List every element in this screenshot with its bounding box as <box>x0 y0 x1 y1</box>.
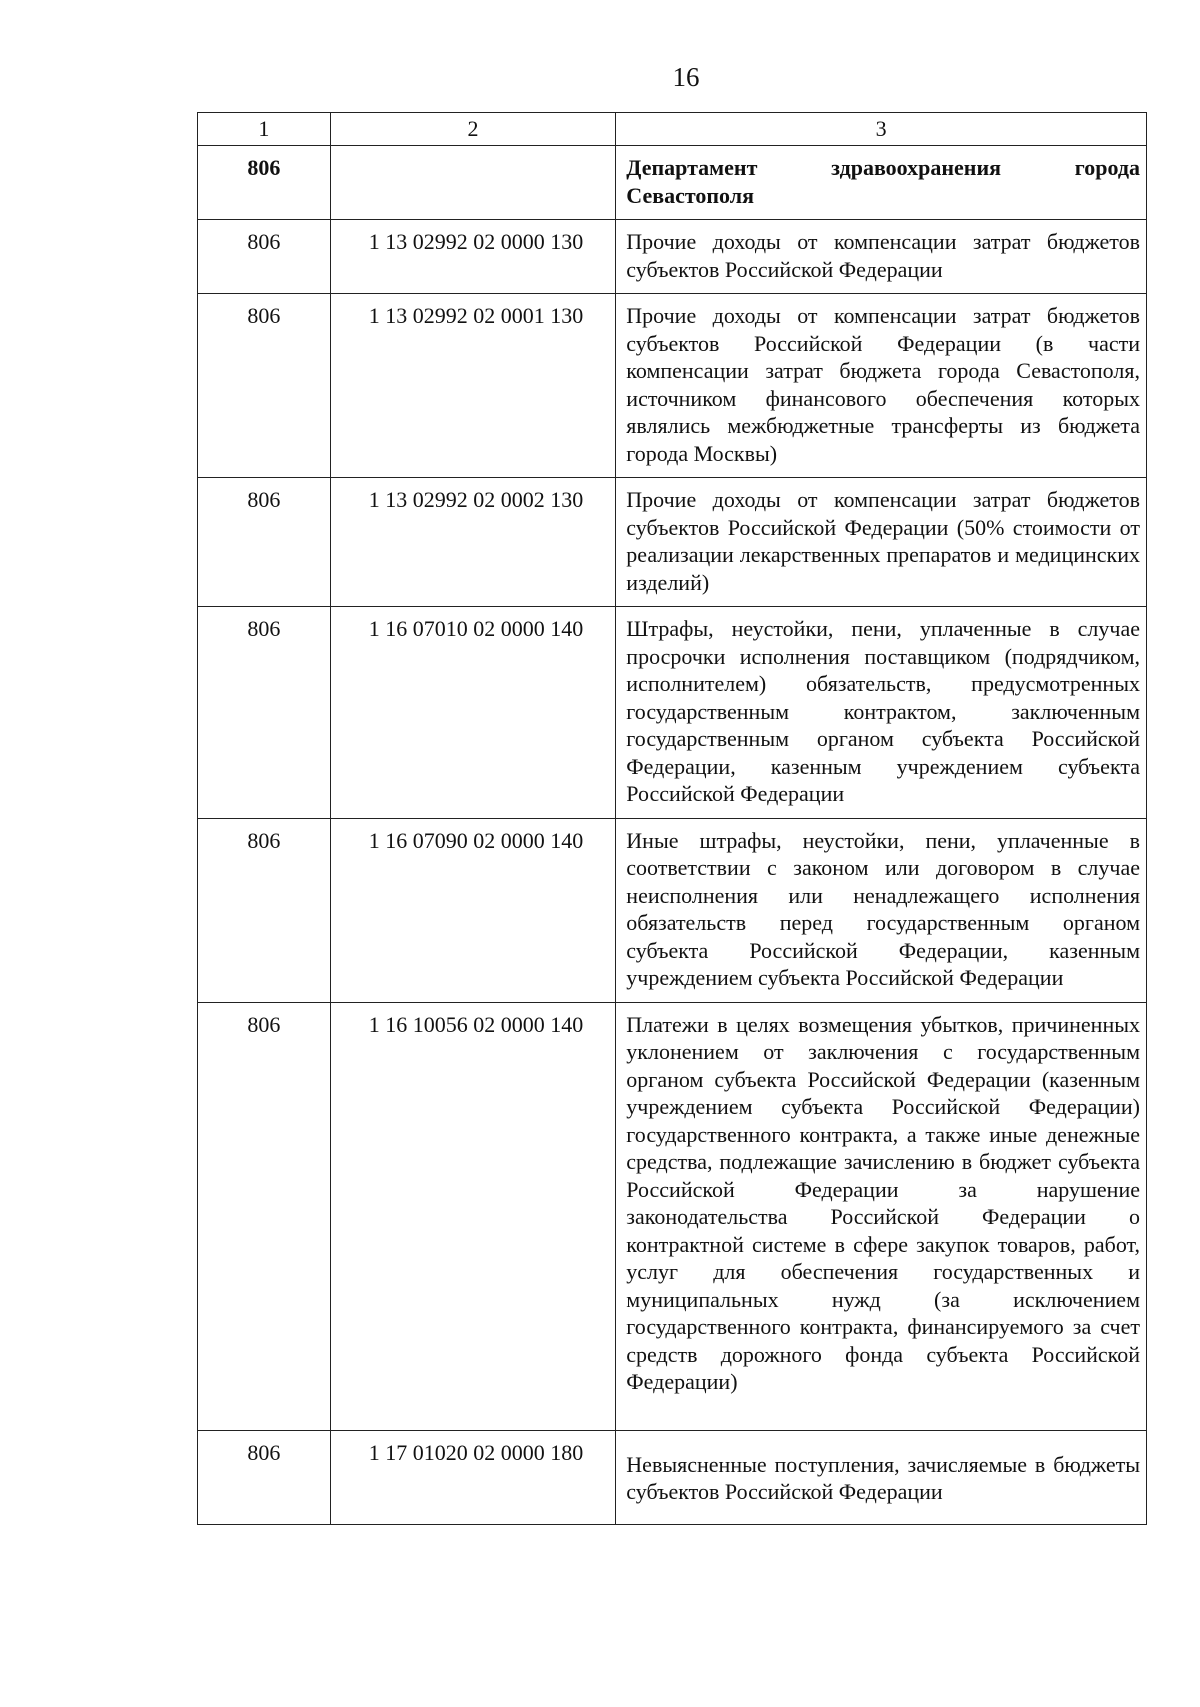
table-row <box>198 294 1147 478</box>
department-title-line1 <box>626 154 1140 182</box>
row-kbk-code: 1 16 07010 02 0000 140 <box>330 607 616 819</box>
revenue-codes-table <box>197 112 1147 1525</box>
row-description: Прочие доходы от компенсации затрат бюджетов субъектов Российской Федерации (в части компенсации затрат бюджета города Севастополя, источником финансового обеспечения которых являлись межбюджетные трансферты из бюджета города Москвы) <box>616 294 1147 478</box>
row-admin-code: 806 <box>198 294 331 478</box>
row-admin-code: 806 <box>198 1430 331 1524</box>
row-admin-code: 806 <box>198 818 331 1002</box>
page-number: 16 <box>672 62 700 92</box>
row-kbk-code: 1 16 07090 02 0000 140 <box>330 818 616 1002</box>
row-kbk-code: 1 13 02992 02 0001 130 <box>330 294 616 478</box>
row-admin-code: 806 <box>198 607 331 819</box>
row-kbk-code: 1 13 02992 02 0002 130 <box>330 478 616 607</box>
department-row <box>198 146 1147 220</box>
department-code: 806 <box>198 146 331 220</box>
table-row <box>198 1430 1147 1524</box>
row-description: Невыясненные поступления, зачисляемые в бюджеты субъектов Российской Федерации <box>616 1430 1147 1524</box>
table-row <box>198 818 1147 1002</box>
row-kbk-code: 1 17 01020 02 0000 180 <box>330 1430 616 1524</box>
department-title-line2: Севастополя <box>626 182 755 208</box>
table-row <box>198 1002 1147 1430</box>
column-header-1: 1 <box>198 113 331 146</box>
row-admin-code: 806 <box>198 220 331 294</box>
department-title-word: здравоохранения <box>831 155 1002 180</box>
row-description: Прочие доходы от компенсации затрат бюджетов субъектов Российской Федерации (50% стоимости от реализации лекарственных препаратов и медицинских изделий) <box>616 478 1147 607</box>
department-title <box>616 146 1147 220</box>
row-description: Штрафы, неустойки, пени, уплаченные в случае просрочки исполнения поставщиком (подрядчиком, исполнителем) обязательств, предусмотренных государственным контрактом, заключенным государственным органом субъекта Российской Федерации, казенным учреждением субъекта Российской Федерации <box>616 607 1147 819</box>
table-header-row <box>198 113 1147 146</box>
row-admin-code: 806 <box>198 478 331 607</box>
department-title-word: Департамент <box>626 155 758 180</box>
department-empty-cell <box>330 146 616 220</box>
row-admin-code: 806 <box>198 1002 331 1430</box>
row-description: Иные штрафы, неустойки, пени, уплаченные в соответствии с законом или договором в случае неисполнения или ненадлежащего исполнения обязательств перед государственным органом субъекта Российской Федерации, казенным учреждением субъекта Российской Федерации <box>616 818 1147 1002</box>
department-title-word: города <box>1074 155 1140 180</box>
row-kbk-code: 1 13 02992 02 0000 130 <box>330 220 616 294</box>
table-row <box>198 607 1147 819</box>
table-row <box>198 220 1147 294</box>
row-description: Прочие доходы от компенсации затрат бюджетов субъектов Российской Федерации <box>616 220 1147 294</box>
table-row <box>198 478 1147 607</box>
row-kbk-code: 1 16 10056 02 0000 140 <box>330 1002 616 1430</box>
row-description: Платежи в целях возмещения убытков, причиненных уклонением от заключения с государственным органом субъекта Российской Федерации (казенным учреждением субъекта Российской Федерации) государственного контракта, а также иные денежные средства, подлежащие зачислению в бюджет субъекта Российской Федерации за нарушение законодательства Российской Федерации о контрактной системе в сфере закупок товаров, работ, услуг для обеспечения государственных и муниципальных нужд (за исключением государственного контракта, финансируемого за счет средств дорожного фонда субъекта Российской Федерации) <box>616 1002 1147 1430</box>
column-header-3: 3 <box>616 113 1147 146</box>
column-header-2: 2 <box>330 113 616 146</box>
